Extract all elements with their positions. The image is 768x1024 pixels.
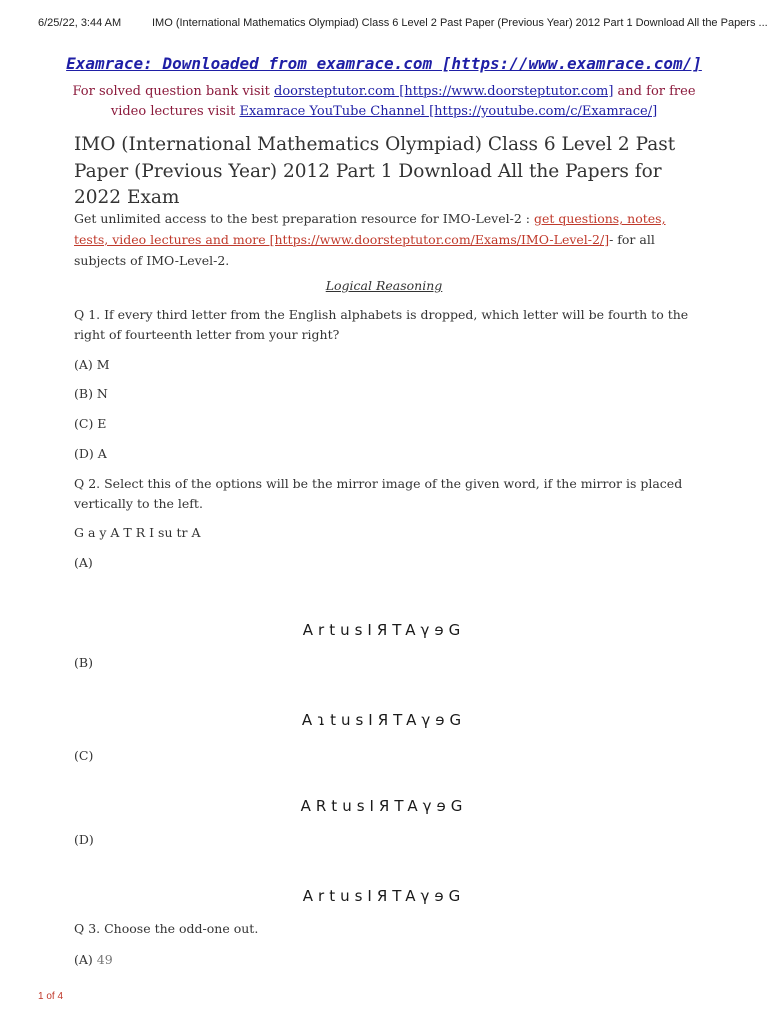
prep-resource-link[interactable]: get questions, notes, tests, video lectures and more [https://www.doorsteptutor.com/Exams/IMO-Level-2/]	[74, 211, 666, 247]
solved-bank-notice	[60, 82, 708, 122]
q2-option-b-label: (B)	[74, 655, 93, 670]
q3-option-a-value: 49	[96, 952, 113, 967]
section-heading: Logical Reasoning	[325, 278, 443, 293]
intro-paragraph	[74, 208, 694, 271]
q1-option-d: (D) A	[74, 446, 107, 461]
q2-word: G a y A T R I su tr A	[74, 525, 201, 540]
q3-option-a	[74, 950, 113, 970]
q1-option-a: (A) M	[74, 357, 110, 372]
intro-text-1: Get unlimited access to the best preparation resource for IMO-Level-2 :	[74, 211, 534, 226]
intro-text-2: - for all subjects of IMO-Level-2.	[74, 232, 655, 268]
q1-option-c: (C) E	[74, 416, 107, 431]
notice-text-2: and for free video lectures visit	[110, 84, 696, 119]
q2-option-c-label: (C)	[74, 748, 94, 763]
page-title: IMO (International Mathematics Olympiad) Class 6 Level 2 Past Paper (Previous Year) 2012 Part 1 Download All the Papers for 2022 Exam	[74, 134, 676, 208]
question-2: Q 2. Select this of the options will be the mirror image of the given word, if the mirror is placed vertically to the left.	[74, 476, 683, 511]
print-timestamp: 6/25/22, 3:44 AM	[38, 17, 122, 29]
q2-option-c-image: ARtusIЯTAγɘG	[300, 797, 468, 815]
youtube-channel-link[interactable]: Examrace YouTube Channel [https://youtube.com/c/Examrace/]	[239, 104, 658, 119]
q2-option-a-image: ArtusIЯTAγɘG	[302, 621, 466, 639]
page-counter: 1 of 4	[38, 991, 64, 1002]
question-3: Q 3. Choose the odd-one out.	[74, 921, 259, 936]
examrace-banner[interactable]: Examrace: Downloaded from examrace.com [https://www.examrace.com/]	[66, 54, 702, 73]
q1-option-b: (B) N	[74, 386, 108, 401]
q2-option-b-image: AɿtusIЯTAγɘG	[301, 711, 467, 729]
notice-text-1: For solved question bank visit	[72, 84, 275, 99]
q3-option-a-label: (A)	[74, 952, 93, 967]
q2-option-d-label: (D)	[74, 832, 94, 847]
q2-option-a-label: (A)	[74, 555, 93, 570]
question-1: Q 1. If every third letter from the English alphabets is dropped, which letter will be fourth to the right of fourteenth letter from your right?	[74, 307, 689, 342]
print-doc-title: IMO (International Mathematics Olympiad) Class 6 Level 2 Past Paper (Previous Year) 2012 Part 1 Download All the Papers ...	[152, 17, 768, 29]
doorsteptutor-link[interactable]: doorsteptutor.com [https://www.doorsteptutor.com]	[274, 84, 614, 99]
q2-option-d-image: ArtusIЯTAγɘG	[302, 887, 466, 905]
